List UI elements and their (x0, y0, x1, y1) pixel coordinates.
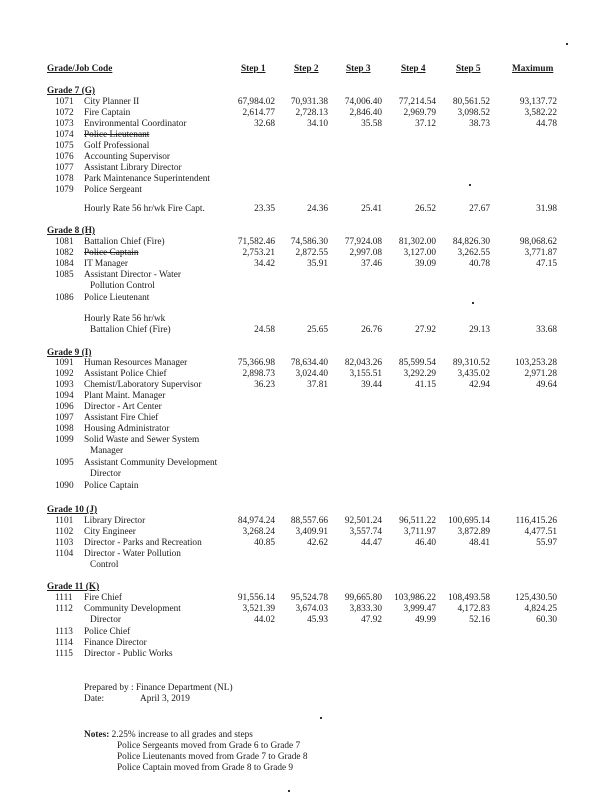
job-code: 1090 (55, 481, 74, 491)
table-row (0, 97, 616, 108)
job-title: Library Director (84, 516, 146, 526)
job-title: Police Chief (84, 627, 131, 637)
job-title: Housing Administrator (84, 424, 170, 434)
step-3-value: 44.47 (361, 538, 382, 548)
job-code: 1071 (55, 97, 74, 107)
table-row (0, 391, 616, 402)
step-1-value: 3,521.39 (242, 604, 275, 614)
table-row (0, 380, 616, 391)
header-step-4: Step 4 (401, 64, 426, 74)
maximum-value: 33.68 (536, 325, 557, 335)
step-5-value: 29.13 (469, 325, 490, 335)
step-3-value: 3,155.51 (349, 369, 382, 379)
table-row (0, 481, 616, 492)
job-title: Fire Chief (84, 593, 122, 603)
table-row (0, 458, 616, 469)
header-step-1: Step 1 (241, 64, 266, 74)
step-1-value: 71,582.46 (237, 237, 275, 247)
job-code: 1115 (55, 649, 73, 659)
step-2-value: 25.65 (307, 325, 328, 335)
maximum-value: 49.64 (536, 380, 557, 390)
job-code: 1104 (55, 549, 74, 559)
header-maximum: Maximum (512, 64, 554, 74)
maximum-value: 44.78 (536, 119, 557, 129)
step-3-value: 3,833.30 (349, 604, 382, 614)
step-5-value: 100,695.14 (448, 516, 490, 526)
table-row (0, 549, 616, 560)
header-step-3: Step 3 (346, 64, 371, 74)
job-code: 1114 (55, 638, 73, 648)
step-4-value: 27.92 (415, 325, 436, 335)
step-5-value: 3,435.02 (457, 369, 490, 379)
job-code: 1085 (55, 270, 74, 280)
notes-label: Notes: (84, 730, 110, 740)
job-title-continuation: Director (90, 615, 121, 625)
step-5-value: 3,098.52 (457, 108, 490, 118)
job-title-continuation: Director (90, 469, 121, 479)
step-2-value: 88,557.66 (290, 516, 328, 526)
job-title: Human Resources Manager (84, 358, 188, 368)
prepared-by-value: Finance Department (NL) (136, 683, 233, 693)
step-5-value: 84,826.30 (452, 237, 490, 247)
step-5-value: 52.16 (469, 615, 490, 625)
note-line: 2.25% increase to all grades and steps (111, 730, 253, 740)
job-title: Battalion Chief (Fire) (84, 237, 165, 247)
maximum-value: 4,477.51 (524, 527, 557, 537)
step-4-value: 3,711.97 (403, 527, 436, 537)
step-5-value: 38.73 (469, 119, 490, 129)
step-4-value: 41.15 (415, 380, 436, 390)
table-row (0, 185, 616, 196)
step-4-value: 3,999.47 (403, 604, 436, 614)
scan-speck (288, 790, 290, 792)
step-2-value: 70,931.38 (290, 97, 328, 107)
table-row (0, 638, 616, 649)
step-5-value: 3,872.89 (457, 527, 490, 537)
table-row (0, 358, 616, 369)
job-code: 1093 (55, 380, 74, 390)
step-3-value: 3,557.74 (349, 527, 382, 537)
table-row (0, 108, 616, 119)
hourly-rate-row (0, 325, 616, 336)
job-code: 1098 (55, 424, 74, 434)
step-4-value: 46.40 (415, 538, 436, 548)
maximum-value: 125,430.50 (515, 593, 557, 603)
grade-11-heading: Grade 11 (K) (47, 582, 100, 592)
job-title: Police Lieutenant (84, 293, 150, 303)
step-2-value: 42.62 (307, 538, 328, 548)
step-4-value: 81,302.00 (398, 237, 436, 247)
job-title: Assistant Police Chief (84, 369, 167, 379)
job-code: 1076 (55, 152, 74, 162)
step-5-value: 4,172.83 (457, 604, 490, 614)
table-row (0, 237, 616, 248)
table-row (0, 413, 616, 424)
step-3-value: 35.58 (361, 119, 382, 129)
job-code: 1103 (55, 538, 74, 548)
job-code: 1099 (55, 435, 74, 445)
step-1-value: 84,974.24 (237, 516, 275, 526)
job-title-struck: Police Captain (84, 248, 139, 258)
job-title: Director - Water Pollution (84, 549, 181, 559)
step-3-value: 92,501.24 (344, 516, 382, 526)
job-code: 1112 (55, 604, 73, 614)
job-title: Assistant Library Director (84, 163, 182, 173)
job-title: Solid Waste and Sewer System (84, 435, 200, 445)
step-1-value: 67,984.02 (237, 97, 275, 107)
job-code: 1075 (55, 141, 74, 151)
job-title-struck: Police Lieutenant (84, 130, 150, 140)
maximum-value: 116,415.26 (515, 516, 557, 526)
step-2-value: 3,674.03 (295, 604, 328, 614)
note-line: Police Captain moved from Grade 8 to Grade 9 (117, 763, 294, 773)
job-title: Golf Professional (84, 141, 150, 151)
note-line: Police Sergeants moved from Grade 6 to Grade 7 (117, 741, 301, 751)
prepared-by-label: Prepared by : (84, 683, 134, 693)
job-title: Finance Director (84, 638, 147, 648)
job-code: 1077 (55, 163, 74, 173)
step-3-value: 47.92 (361, 615, 382, 625)
header-step-5: Step 5 (456, 64, 481, 74)
job-title: Plant Maint. Manager (84, 391, 166, 401)
step-5-value: 42.94 (469, 380, 490, 390)
step-1-value: 36.23 (254, 380, 275, 390)
job-code: 1096 (55, 402, 74, 412)
step-2-value: 3,024.40 (295, 369, 328, 379)
step-3-value: 99,665.80 (344, 593, 382, 603)
step-5-value: 3,262.55 (457, 248, 490, 258)
step-1-value: 44.02 (254, 615, 275, 625)
job-code: 1113 (55, 627, 73, 637)
step-1-value: 2,898.73 (242, 369, 275, 379)
step-4-value: 39.09 (415, 259, 436, 269)
table-row (0, 604, 616, 615)
job-title: Community Development (84, 604, 181, 614)
step-3-value: 2,997.08 (349, 248, 382, 258)
table-row (0, 259, 616, 270)
table-row (0, 163, 616, 174)
maximum-value: 2,971.28 (524, 369, 557, 379)
table-row (0, 649, 616, 660)
table-row (0, 174, 616, 185)
prepared-by (84, 683, 233, 693)
step-4-value: 37.12 (415, 119, 436, 129)
step-4-value: 2,969.79 (403, 108, 436, 118)
job-code: 1072 (55, 108, 74, 118)
step-5-value: 89,310.52 (452, 358, 490, 368)
notes (84, 730, 253, 740)
job-code: 1086 (55, 293, 74, 303)
step-1-value: 23.35 (254, 204, 275, 214)
job-code: 1082 (55, 248, 74, 258)
header-step-2: Step 2 (294, 64, 319, 74)
table-row (0, 538, 616, 549)
maximum-value: 47.15 (536, 259, 557, 269)
step-2-value: 24.36 (307, 204, 328, 214)
table-row-continuation (0, 560, 616, 571)
grade-7-heading: Grade 7 (G) (47, 86, 96, 96)
step-1-value: 2,614.77 (242, 108, 275, 118)
table-row (0, 424, 616, 435)
job-code: 1091 (55, 358, 74, 368)
step-3-value: 37.46 (361, 259, 382, 269)
scan-speck (472, 302, 474, 304)
hourly-rate-label: Hourly Rate 56 hr/wk Fire Capt. (84, 204, 205, 214)
job-title: City Engineer (84, 527, 136, 537)
table-row (0, 130, 616, 141)
header-grade-job-code: Grade/Job Code (47, 64, 113, 74)
job-title: Assistant Director - Water (84, 270, 181, 280)
job-title: IT Manager (84, 259, 128, 269)
grade-8-heading: Grade 8 (H) (47, 226, 96, 236)
hourly-rate-row (0, 204, 616, 215)
maximum-value: 31.98 (536, 204, 557, 214)
job-code: 1095 (55, 458, 74, 468)
table-row-continuation (0, 615, 616, 626)
step-1-value: 75,366.98 (237, 358, 275, 368)
job-code: 1094 (55, 391, 74, 401)
job-code: 1073 (55, 119, 74, 129)
job-code: 1078 (55, 174, 74, 184)
step-2-value: 35.91 (307, 259, 328, 269)
step-3-value: 39.44 (361, 380, 382, 390)
job-title: Environmental Coordinator (84, 119, 187, 129)
step-1-value: 34.42 (254, 259, 275, 269)
step-4-value: 77,214.54 (398, 97, 436, 107)
job-code: 1084 (55, 259, 74, 269)
table-row (0, 369, 616, 380)
step-4-value: 96,511.22 (399, 516, 436, 526)
step-2-value: 2,872.55 (295, 248, 328, 258)
note-line: Police Lieutenants moved from Grade 7 to Grade 8 (117, 752, 308, 762)
job-title: Chemist/Laboratory Supervisor (84, 380, 202, 390)
date (84, 694, 190, 704)
job-code: 1092 (55, 369, 74, 379)
step-2-value: 95,524.78 (290, 593, 328, 603)
step-2-value: 37.81 (307, 380, 328, 390)
table-row (0, 627, 616, 638)
table-row (0, 516, 616, 527)
job-title: Director - Public Works (84, 649, 173, 659)
step-4-value: 26.52 (415, 204, 436, 214)
table-row (0, 141, 616, 152)
step-1-value: 24.58 (254, 325, 275, 335)
hourly-rate-row (0, 314, 616, 325)
maximum-value: 93,137.72 (519, 97, 557, 107)
maximum-value: 3,771.87 (524, 248, 557, 258)
job-title: Director - Parks and Recreation (84, 538, 202, 548)
step-5-value: 48.41 (469, 538, 490, 548)
maximum-value: 3,582.22 (524, 108, 557, 118)
maximum-value: 98,068.62 (519, 237, 557, 247)
step-5-value: 27.67 (469, 204, 490, 214)
maximum-value: 55.97 (536, 538, 557, 548)
job-title: Accounting Supervisor (84, 152, 170, 162)
step-4-value: 85,599.54 (398, 358, 436, 368)
scan-speck (566, 43, 568, 45)
job-code: 1081 (55, 237, 74, 247)
job-code: 1102 (55, 527, 74, 537)
step-5-value: 40.78 (469, 259, 490, 269)
job-code: 1079 (55, 185, 74, 195)
step-2-value: 3,409.91 (295, 527, 328, 537)
table-row (0, 402, 616, 413)
job-code: 1101 (55, 516, 74, 526)
grade-10-heading: Grade 10 (J) (47, 505, 98, 515)
step-3-value: 74,006.40 (344, 97, 382, 107)
job-title: Assistant Fire Chief (84, 413, 159, 423)
step-4-value: 3,127.00 (403, 248, 436, 258)
date-value: April 3, 2019 (140, 694, 190, 704)
job-code: 1097 (55, 413, 74, 423)
job-title: Police Sergeant (84, 185, 142, 195)
job-title: City Planner II (84, 97, 140, 107)
grade-9-heading: Grade 9 (I) (47, 348, 92, 358)
table-row (0, 152, 616, 163)
step-5-value: 108,493.58 (448, 593, 490, 603)
job-title: Park Maintenance Superintendent (84, 174, 210, 184)
step-3-value: 25.41 (361, 204, 382, 214)
date-label: Date: (84, 694, 105, 704)
table-row-continuation (0, 281, 616, 292)
job-title-continuation: Control (90, 560, 119, 570)
step-5-value: 80,561.52 (452, 97, 490, 107)
step-2-value: 34.10 (307, 119, 328, 129)
step-1-value: 40.85 (254, 538, 275, 548)
step-2-value: 74,586.30 (290, 237, 328, 247)
step-4-value: 103,986.22 (394, 593, 436, 603)
job-title: Director - Art Center (84, 402, 162, 412)
step-2-value: 78,634.40 (290, 358, 328, 368)
table-row-continuation (0, 446, 616, 457)
table-row-continuation (0, 469, 616, 480)
table-row (0, 248, 616, 259)
step-1-value: 3,268.24 (242, 527, 275, 537)
step-2-value: 45.93 (307, 615, 328, 625)
job-title: Police Captain (84, 481, 139, 491)
step-3-value: 77,924.08 (344, 237, 382, 247)
step-1-value: 2,753.21 (242, 248, 275, 258)
job-title-continuation: Pollution Control (90, 281, 155, 291)
table-row (0, 119, 616, 130)
hourly-rate-label: Hourly Rate 56 hr/wk (84, 314, 166, 324)
scan-speck (469, 184, 471, 186)
job-title-continuation: Manager (90, 446, 124, 456)
table-row (0, 293, 616, 304)
table-row (0, 527, 616, 538)
hourly-rate-label-continuation: Battalion Chief (Fire) (90, 325, 171, 335)
step-1-value: 91,556.14 (237, 593, 275, 603)
table-row (0, 435, 616, 446)
step-4-value: 49.99 (415, 615, 436, 625)
job-title: Fire Captain (84, 108, 131, 118)
table-row (0, 593, 616, 604)
step-2-value: 2,728.13 (295, 108, 328, 118)
maximum-value: 103,253.28 (515, 358, 557, 368)
step-3-value: 26.76 (361, 325, 382, 335)
job-code: 1074 (55, 130, 74, 140)
step-3-value: 2,846.40 (349, 108, 382, 118)
maximum-value: 60.30 (536, 615, 557, 625)
table-row (0, 270, 616, 281)
maximum-value: 4,824.25 (524, 604, 557, 614)
step-1-value: 32.68 (254, 119, 275, 129)
step-4-value: 3,292.29 (403, 369, 436, 379)
job-title: Assistant Community Development (84, 458, 218, 468)
job-code: 1111 (55, 593, 73, 603)
step-3-value: 82,043.26 (344, 358, 382, 368)
scan-speck (320, 717, 322, 719)
